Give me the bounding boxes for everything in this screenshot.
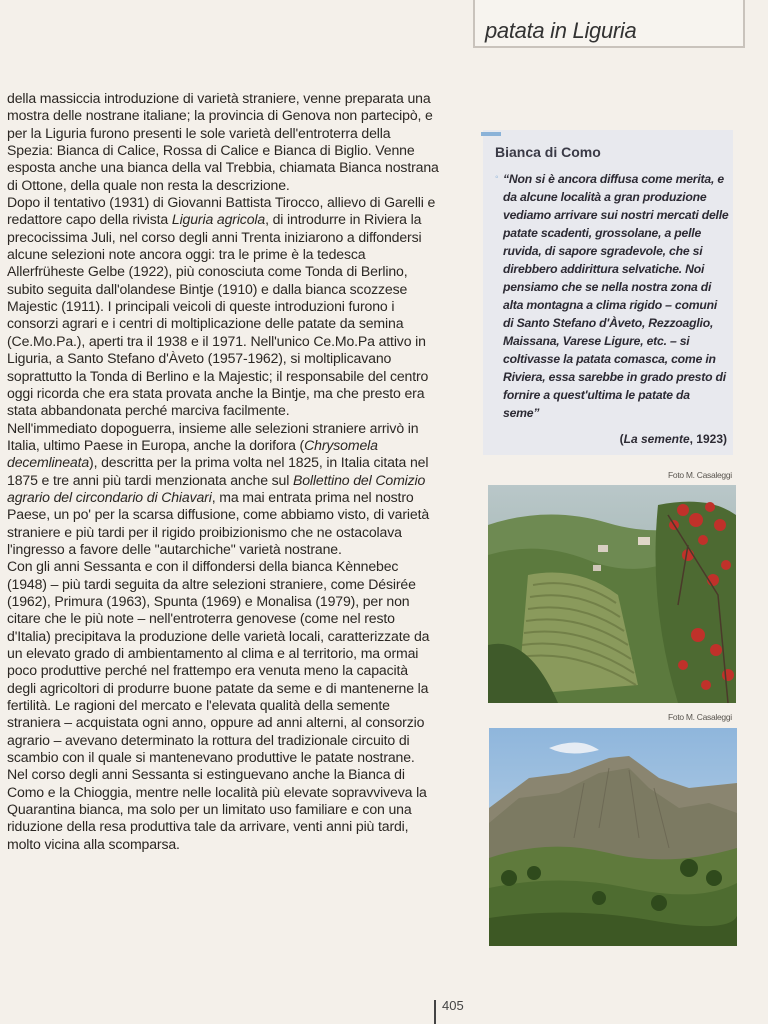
sidebar-title: Bianca di Como bbox=[495, 144, 601, 160]
sidebar-quote: “Non si è ancora diffusa come merita, e da alcune località a gran produzione vediamo arrivare sui nostri mercati delle patate scadenti, grossolane, a pelle ruvida, di sapore sgradevole, che si direbbero addirittura selvatiche. Noi pensiamo che se nella nostra zona di alta montagna a clima rigido – comuni di Santo Stefano d'Àveto, Rezzoaglio, Maissana, Varese Ligure, etc. – si coltivasse la patata comasca, come in Riviera, essa sarebbe in grado presto di fornire a quest'ultima le patate da seme” bbox=[503, 172, 729, 420]
page-number-text: 405 bbox=[442, 998, 464, 1013]
photo-caption: Foto M. Casaleggi bbox=[668, 712, 732, 722]
chapter-header bbox=[473, 0, 745, 48]
photo-terraced-hillside bbox=[488, 485, 736, 703]
chapter-title: patata in Liguria bbox=[485, 18, 637, 43]
photo-mountain-landscape bbox=[489, 728, 737, 946]
sidebar-accent-mark bbox=[481, 132, 501, 136]
body-paragraph: Con gli anni Sessanta e con il diffondersi della bianca Kènnebec (1948) – più tardi seguita da altre selezioni straniere, come Désirée (1962), Primura (1963), Spunta (1969) e Monalisa (1979), per non citare che le più note – nell'entroterra genovese (come nel resto d'Italia) precipitava la produzione delle varietà locali, caratterizzate da un elevato grado di ambientamento al clima e al territorio, ma ormai poco produttive perché nel frattempo era venuta meno la capacità degli agricoltori di produrre buone patate da seme e di mantenerne la fertilità. Le ragioni del mercato e l'elevata qualità della semente straniera – acquistata ogni anno, oppure ad anni alterni, al consorzio agrario – avevano determinato la rottura del tradizionale circuito di scambio con il quale si mantenevano produttive le patate nostrane. bbox=[7, 558, 430, 766]
quote-marker-icon: ◦ bbox=[495, 172, 499, 183]
sidebar-box bbox=[483, 130, 733, 455]
main-text-column bbox=[7, 90, 439, 853]
photo-caption: Foto M. Casaleggi bbox=[668, 470, 732, 480]
page-number bbox=[434, 998, 464, 1013]
body-paragraph: Dopo il tentativo (1931) di Giovanni Battista Tirocco, allievo di Garelli e redattore capo della rivista Liguria agricola, di introdurre in Riviera la precocissima Juli, nel corso degli anni Trenta iniziarono a diffondersi alcune selezioni note ancora oggi: tra le prime è la tedesca Allerfrüheste Gelbe (1922), più conosciuta come Tonda di Berlino, subito seguita dall'olandese Bintje (1910) e dalla bianca scozzese Majestic (1911). I principali veicoli di queste introduzioni furono i consorzi agrari e i centri di moltiplicazione delle patate da semina (Ce.Mo.Pa.), aperti tra il 1938 e il 1971. Nell'unico Ce.Mo.Pa attivo in Liguria, a Santo Stefano d'Àveto (1957-1962), si moltiplicavano soprattutto la Tonda di Berlino e la Majestic; il responsabile del centro oggi ricorda che era stata provata anche la Bintje, ma che presto era stata abbandonata perché marciva facilmente. bbox=[7, 194, 436, 419]
body-paragraph: Nell'immediato dopoguerra, insieme alle selezioni straniere arrivò in Italia, ultimo Paese in Europa, anche la dorifora (Chrysomela decemlineata), descritta per la prima volta nel 1825, in Italia citata nel 1875 e tre anni più tardi menzionata anche sul Bollettino del Comizio agrario del circondario di Chiavari, ma mai entrata prima nel nostro Paese, un po' per la scarsa diffusione, come abbiamo visto, di varietà straniere e più tardi per il rigido proibizionismo che ne ostacolava l'ingresso a favore delle "autarchiche" varietà nostrane. bbox=[7, 419, 430, 557]
body-paragraph: Nel corso degli anni Sessanta si estinguevano anche la Bianca di Como e la Chioggia, mentre nelle località più elevate sopravviveva la Quarantina bianca, ma solo per un limitato uso familiare e con una riduzione della resa produttiva tale da arrivare, venti anni più tardi, molto vicina alla scomparsa. bbox=[7, 766, 427, 852]
page-number-rule bbox=[434, 1000, 436, 1024]
body-paragraph: della massiccia introduzione di varietà straniere, venne preparata una mostra delle nostrane italiane; la provincia di Genova non partecipò, e per la Liguria furono presenti le sole varietà dell'entroterra della Spezia: Bianca di Calice, Rossa di Calice e Bianca di Biglio. Venne esposta anche una bianca della val Trebbia, chiamata Bianca nostrana di Ottone, della quale non resta la descrizione. bbox=[7, 90, 439, 193]
quote-source: (La semente, 1923) bbox=[619, 432, 727, 446]
